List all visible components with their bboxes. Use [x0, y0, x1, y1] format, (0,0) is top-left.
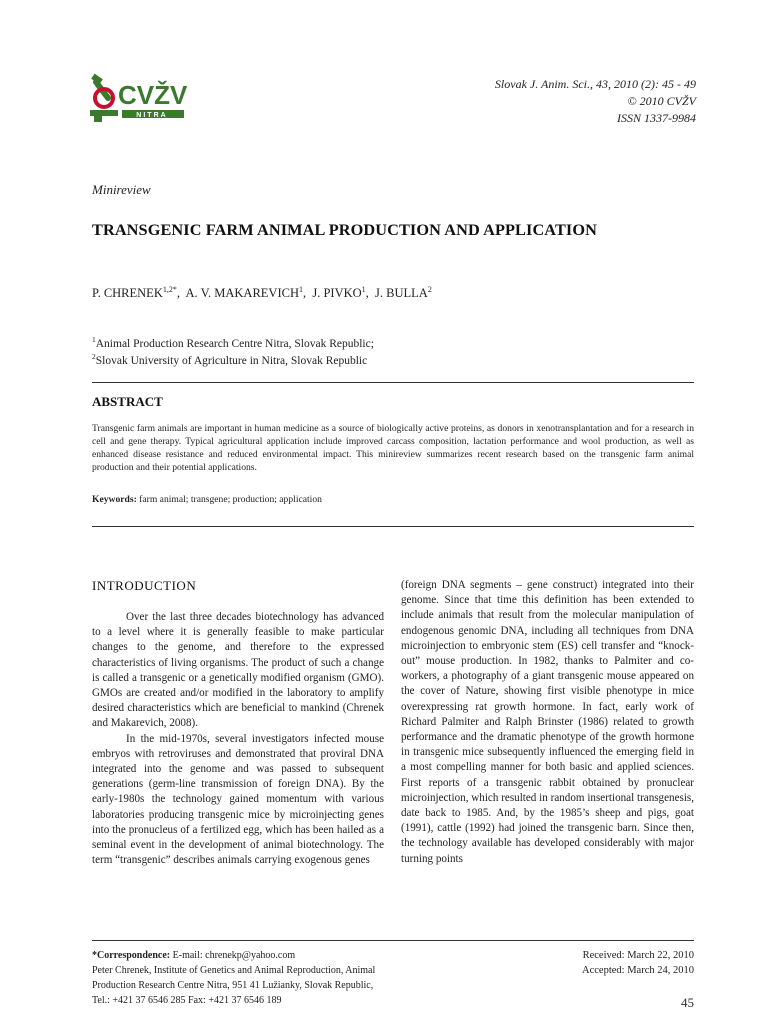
author-name: J. PIVKO	[312, 286, 362, 300]
section-type: Minireview	[92, 182, 151, 197]
received-date: Received: March 22, 2010	[582, 950, 694, 961]
keywords-text: farm animal; transgene; production; application	[139, 494, 322, 505]
author-name: A. V. MAKAREVICH	[185, 286, 299, 300]
journal-copyright: © 2010 CVŽV	[627, 94, 696, 108]
address-line: Tel.: +421 37 6546 285 Fax: +421 37 6546 189	[92, 995, 282, 1006]
journal-info	[495, 76, 696, 127]
accepted-date: Accepted: March 24, 2010	[582, 965, 694, 976]
correspondence	[92, 948, 375, 1008]
cvzv-logo	[88, 72, 188, 126]
paragraph: (foreign DNA segments – gene construct) integrated into their genome. Since that time this definition has been extended to include animals that result from the molecular manipulation of endogenous genomic DNA, including all techniques from DNA microinjection to embryonic stem (ES) cell transfer and “knock-out” mouse production. In 1982, thanks to Palmiter and co-workers, a photography of a giant transgenic mouse appeared on the cover of Nature, showing first visible phenotype in mice overexpressing rat growth hormone. In fact, early work of Richard Palmiter and Ralph Brinster (1986) related to growth performance and the dramatic phenotype of the growth hormone in transgenic mice subsequently influenced the emerging field in a most compelling manner for both basic and applied sciences. First reports of a transgenic rabbit obtained by pronuclear microinjection, which resulted in random insertional transgenesis, date back to 1985. And, by the 1985’s sheep and pigs, goat (1991), cattle (1992) had joined the transgenic barn. Since then, the technology available has developed considerably with major turning points	[401, 579, 694, 865]
paper-title: TRANSGENIC FARM ANIMAL PRODUCTION AND APPLICATION	[92, 220, 597, 239]
author-sup: 1	[298, 284, 303, 294]
keywords	[92, 494, 694, 505]
divider	[92, 526, 694, 527]
left-column	[92, 610, 384, 868]
divider	[92, 940, 694, 941]
author-list: P. $CHRENEK^{1,2*}$, A. V. MAKAREVICH$^1$, J. PIVKO$^1$, J. BULLA$^2$	[92, 284, 432, 300]
paragraph: In the mid-1970s, several investigators infected mouse embryos with retroviruses and demonstrated that proviral DNA integrated into the genome and was passed to subsequent generations (germ-line transmission of foreign DNA). By the early-1980s the technology gained momentum with various laboratories producing transgenic mice by microinjecting genes into the pronucleus of a fertilized egg, which has been hailed as a seminal event in the development of animal biotechnology. The term “transgenic” describes animals carrying exogenous genes	[92, 732, 384, 867]
keywords-label: Keywords:	[92, 494, 137, 505]
author-name: J. BULLA	[375, 286, 428, 300]
section-heading-introduction: INTRODUCTION	[92, 578, 197, 593]
address-line: Production Research Centre Nitra, 951 41 Lužianky, Slovak Republic,	[92, 980, 374, 991]
logo-subtext: NITRA	[136, 112, 168, 119]
logo-text: CVŽV	[118, 80, 188, 110]
affiliations	[92, 336, 374, 370]
author-name: P. CHRENEK	[92, 286, 163, 300]
journal-citation: Slovak J. Anim. Sci., 43, 2010 (2): 45 - 49	[494, 77, 696, 91]
affiliation: $^2$Slovak University of Agriculture in Nitra, Slovak Republic	[92, 352, 368, 367]
affiliation: $^1$Animal Production Research Centre Nitra, Slovak Republic;	[92, 335, 374, 350]
author-sup: 1	[361, 284, 366, 294]
author-sup: 1,2*	[162, 284, 177, 294]
right-column	[401, 578, 694, 867]
divider	[92, 382, 694, 383]
paragraph: Over the last three decades biotechnology has advanced to a level where it is generally feasible to make particular changes to the genome, and therefore to the expressed characteristics of living organisms. The product of such a change is called a transgenic or a genetically modified organism (GMO). GMOs are created and/or modified in the laboratory to amplify desired characteristics which are beneficial to mankind (Chrenek and Makarevich, 2008).	[92, 611, 384, 730]
dates	[582, 948, 694, 978]
journal-issn: ISSN 1337-9984	[617, 111, 696, 125]
page-number: 45	[681, 995, 694, 1010]
author-sup: 2	[427, 284, 432, 294]
abstract-heading: ABSTRACT	[92, 394, 163, 409]
correspondence-line: *Correspondence: E-mail: chrenekp@yahoo.com	[92, 950, 296, 961]
abstract-text: Transgenic farm animals are important in human medicine as a source of biologically active proteins, as donors in xenotransplantation and for a research in cell and gene therapy. Typical agricultural application include improved carcass composition, lactation performance and wool production, as well as enhanced disease resistance and reduced environmental impact. This minireview summarizes recent research based on the transgenic farm animal production and their potential applications.	[92, 423, 694, 474]
address-line: Peter Chrenek, Institute of Genetics and Animal Reproduction, Animal	[92, 965, 376, 976]
